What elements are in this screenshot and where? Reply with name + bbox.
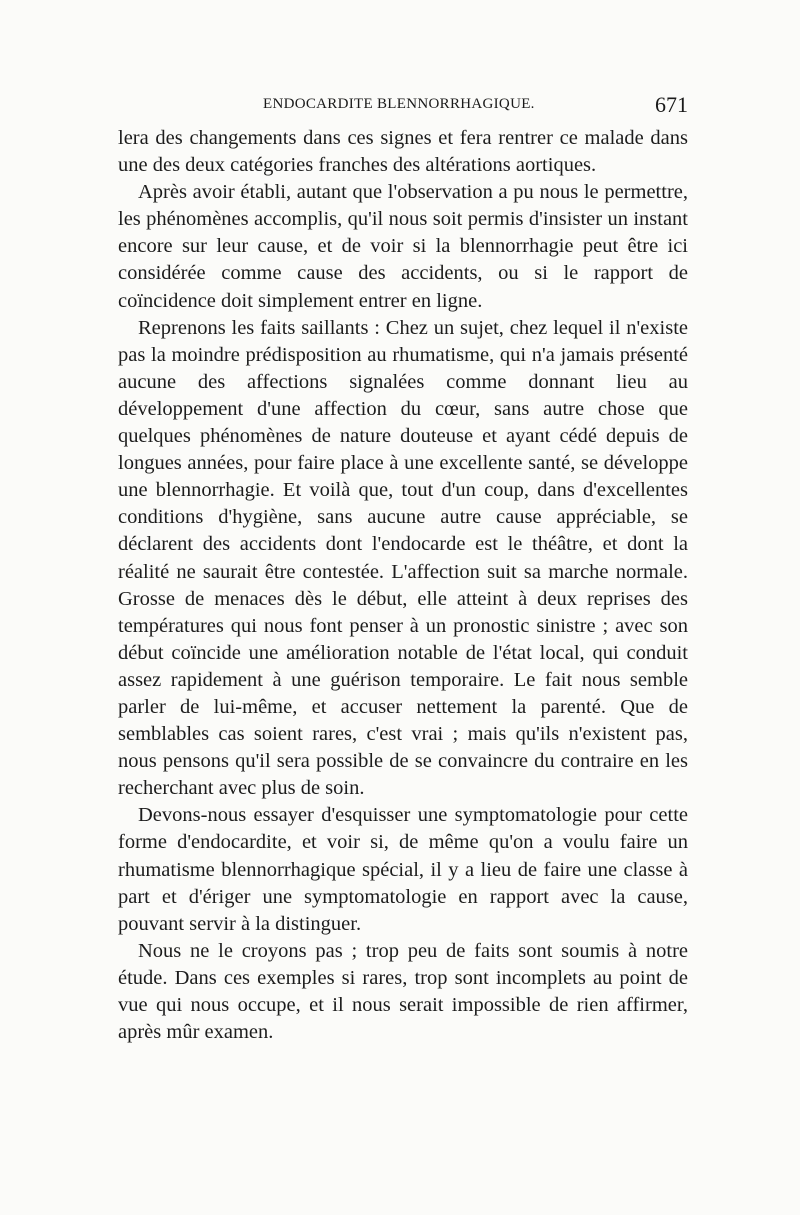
running-head-title: ENDOCARDITE BLENNORRHAGIQUE. xyxy=(263,96,535,112)
paragraph-2: Après avoir établi, autant que l'observation a pu nous le permettre, les phénomènes accomplis, qu'il nous soit permis d'insister un instant encore sur leur cause, et de voir si la blennorrhagie peut être ici considérée comme cause des accidents, ou si le rapport de coïncidence doit simplement entrer en ligne. xyxy=(118,181,688,312)
running-head xyxy=(118,92,688,122)
paragraph-5: Nous ne le croyons pas ; trop peu de faits sont soumis à notre étude. Dans ces exemples si rares, trop sont incomplets au point de vue qui nous occupe, et il nous serait impossible de rien affirmer, après mûr examen. xyxy=(118,939,688,1044)
body-text xyxy=(118,125,688,1046)
paragraph-3: Reprenons les faits saillants : Chez un sujet, chez lequel il n'existe pas la moindre prédisposition au rhumatisme, qui n'a jamais présenté aucune des affections signalées comme donnant lieu au développement d'une affection du cœur, sans autre chose que quelques phénomènes de nature douteuse et ayant cédé depuis de longues années, pour faire place à une excellente santé, se développe une blennorrhagie. Et voilà que, tout d'un coup, dans d'excellentes conditions d'hygiène, sans aucune autre cause appréciable, se déclarent des accidents dont l'endocarde est le théâtre, et dont la réalité ne saurait être contestée. L'affection suit sa marche normale. Grosse de menaces dès le début, elle atteint à deux reprises des températures qui nous font penser à un pronostic sinistre ; avec son début coïncide une amélioration notable de l'état local, qui conduit assez rapidement à une guérison temporaire. Le fait nous semble parler de lui-même, et accuser nettement la parenté. Que de semblables cas soient rares, c'est vrai ; mais qu'ils n'existent pas, nous pensons qu'il sera possible de se convaincre du contraire en les recherchant avec plus de soin. xyxy=(118,316,688,800)
paragraph-4: Devons-nous essayer d'esquisser une symptomatologie pour cette forme d'endocardite, et voir si, de même qu'on a voulu faire un rhumatisme blennorrhagique spécial, il y a lieu de faire une classe à part et d'ériger une symptomatologie en rapport avec la cause, pouvant servir à la distinguer. xyxy=(118,804,688,935)
page-number: 671 xyxy=(655,92,688,117)
paragraph-1: lera des changements dans ces signes et fera rentrer ce malade dans une des deux catégories franches des altérations aortiques. xyxy=(118,127,688,177)
